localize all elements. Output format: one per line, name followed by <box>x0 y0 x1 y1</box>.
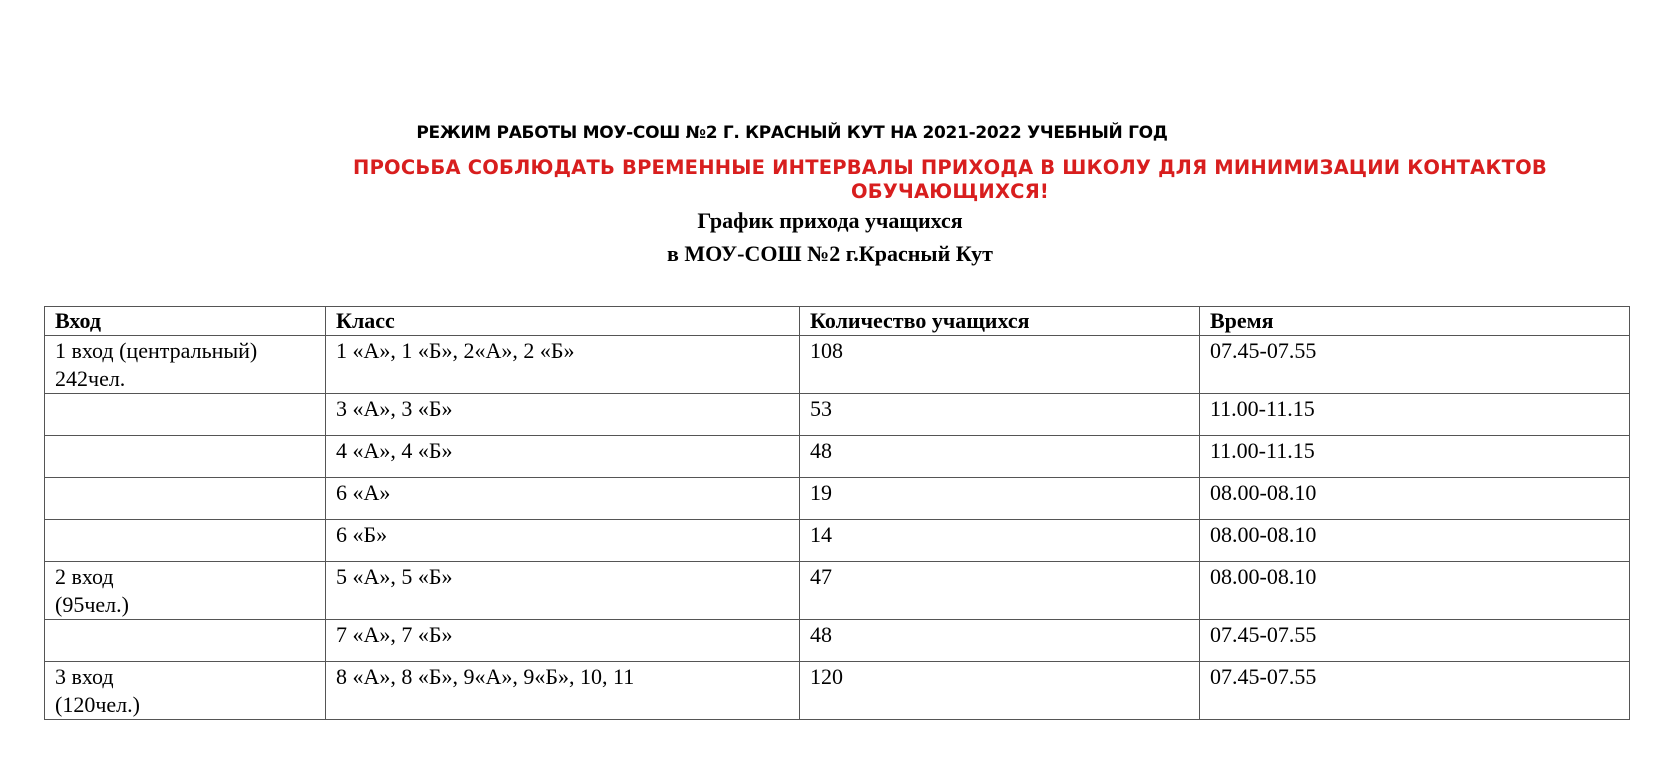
entry-cell <box>45 620 326 662</box>
entry-cell <box>45 562 326 620</box>
table-row <box>45 562 1630 620</box>
count-cell: 108 <box>800 336 1200 394</box>
entry-cell <box>45 478 326 520</box>
entry-cell <box>45 662 326 720</box>
table-row <box>45 436 1630 478</box>
warning-line-2: ОБУЧАЮЩИХСЯ! <box>850 180 1050 203</box>
column-header-count: Количество учащихся <box>800 307 1200 336</box>
table-row <box>45 620 1630 662</box>
column-header-time: Время <box>1200 307 1630 336</box>
document-title: РЕЖИМ РАБОТЫ МОУ-СОШ №2 Г. КРАСНЫЙ КУТ НА 2021-2022 УЧЕБНЫЙ ГОД <box>416 123 1168 143</box>
count-cell: 53 <box>800 394 1200 436</box>
table-header-row <box>45 307 1630 336</box>
column-header-entry: Вход <box>45 307 326 336</box>
entry-cell <box>45 436 326 478</box>
entry-name: 3 вход <box>55 664 114 689</box>
entry-total: 242чел. <box>55 366 126 391</box>
class-cell: 4 «А», 4 «Б» <box>326 436 800 478</box>
entry-name: 2 вход <box>55 564 114 589</box>
warning-notice <box>300 156 1600 204</box>
schedule-heading: График прихода учащихся <box>697 208 963 233</box>
time-cell: 08.00-08.10 <box>1200 520 1630 562</box>
count-cell: 120 <box>800 662 1200 720</box>
count-cell: 48 <box>800 436 1200 478</box>
entry-total: (95чел.) <box>55 592 129 617</box>
class-cell: 7 «А», 7 «Б» <box>326 620 800 662</box>
entry-cell <box>45 336 326 394</box>
table-row <box>45 394 1630 436</box>
class-cell: 3 «А», 3 «Б» <box>326 394 800 436</box>
time-cell: 08.00-08.10 <box>1200 478 1630 520</box>
count-cell: 47 <box>800 562 1200 620</box>
entry-cell <box>45 520 326 562</box>
table-row <box>45 478 1630 520</box>
time-cell: 07.45-07.55 <box>1200 620 1630 662</box>
time-cell: 07.45-07.55 <box>1200 662 1630 720</box>
class-cell: 5 «А», 5 «Б» <box>326 562 800 620</box>
time-cell: 11.00-11.15 <box>1200 436 1630 478</box>
class-cell: 1 «А», 1 «Б», 2«А», 2 «Б» <box>326 336 800 394</box>
time-cell: 07.45-07.55 <box>1200 336 1630 394</box>
table-row <box>45 662 1630 720</box>
table-row <box>45 520 1630 562</box>
count-cell: 48 <box>800 620 1200 662</box>
count-cell: 19 <box>800 478 1200 520</box>
entry-name: 1 вход (центральный) <box>55 338 258 363</box>
warning-line-1: ПРОСЬБА СОБЛЮДАТЬ ВРЕМЕННЫЕ ИНТЕРВАЛЫ ПРИХОДА В ШКОЛУ ДЛЯ МИНИМИЗАЦИИ КОНТАКТОВ <box>353 156 1547 179</box>
entry-cell <box>45 394 326 436</box>
class-cell: 6 «Б» <box>326 520 800 562</box>
arrival-schedule-table <box>44 306 1630 720</box>
time-cell: 11.00-11.15 <box>1200 394 1630 436</box>
count-cell: 14 <box>800 520 1200 562</box>
column-header-class: Класс <box>326 307 800 336</box>
entry-total: (120чел.) <box>55 692 140 717</box>
table-row <box>45 336 1630 394</box>
class-cell: 6 «А» <box>326 478 800 520</box>
schedule-subheading: в МОУ-СОШ №2 г.Красный Кут <box>667 241 993 266</box>
time-cell: 08.00-08.10 <box>1200 562 1630 620</box>
class-cell: 8 «А», 8 «Б», 9«А», 9«Б», 10, 11 <box>326 662 800 720</box>
